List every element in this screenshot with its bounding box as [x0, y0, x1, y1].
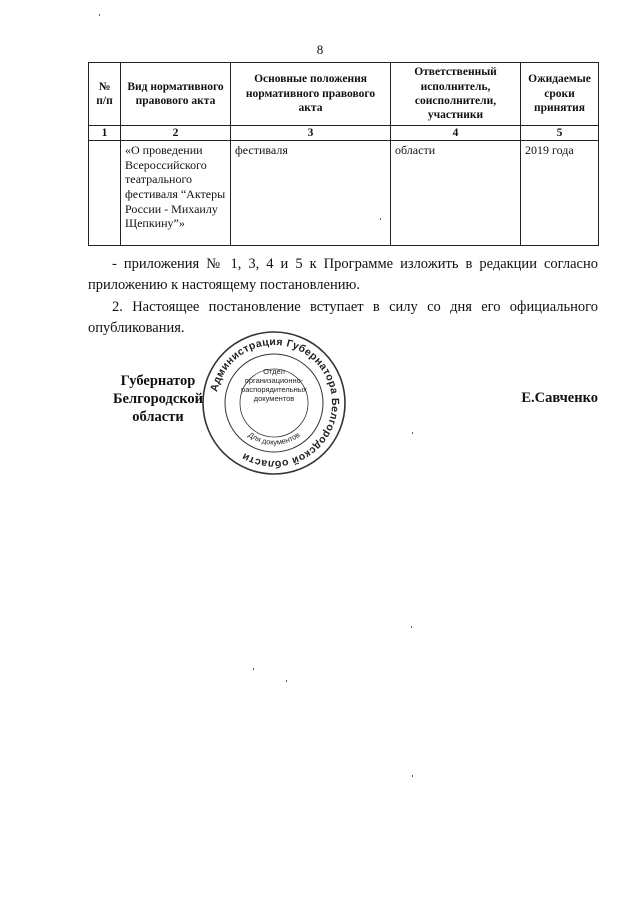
cell-responsible: области: [391, 141, 521, 246]
page-number: 8: [316, 42, 324, 57]
seal-center-line: распорядительных: [241, 385, 307, 394]
column-number-row: [89, 126, 599, 141]
column-number: 2: [121, 126, 231, 141]
header-main-provisions: Основные положения нормативного правового акта: [231, 63, 391, 126]
signatory-title-line2: Белгородской области: [112, 391, 204, 425]
svg-text:Для документов: [247, 430, 302, 447]
header-number: № п/п: [89, 63, 121, 126]
column-number: 4: [391, 126, 521, 141]
signatory-name: Е.Савченко: [521, 390, 598, 406]
scan-speck: [253, 668, 254, 670]
seal-rings: [201, 330, 347, 476]
cell-main-provisions: фестиваля: [231, 141, 391, 246]
signatory-title-line1: Губернатор: [120, 373, 196, 389]
header-responsible: Ответственный исполнитель, соисполнители, участники: [391, 63, 521, 126]
scan-speck: [286, 680, 287, 682]
column-number: 3: [231, 126, 391, 141]
column-number: 1: [89, 126, 121, 141]
cell-act-type: «О проведении Всероссийского театрального фестиваля “Актеры России - Михаилу Щепкину”»: [121, 141, 231, 246]
header-deadline: Ожидаемые сроки принятия: [521, 63, 599, 126]
seal-bottom-text: Для документов: [246, 430, 302, 447]
scan-speck: [412, 775, 413, 777]
cell-number: [89, 141, 121, 246]
seal-center-line: Отдел: [263, 367, 285, 376]
scan-speck: [380, 218, 381, 220]
acts-table: [88, 62, 599, 246]
seal-center-line: документов: [253, 394, 295, 403]
column-number: 5: [521, 126, 599, 141]
seal-ring-text: Администрация Губернатора Белгородской области: [208, 335, 342, 471]
paragraph-text: 2. Настоящее постановление вступает в силу со дня его официального опубликования.: [88, 299, 598, 336]
paragraph-text: - приложения № 1, 3, 4 и 5 к Программе изложить в редакции согласно приложению к настоящему постановлению.: [88, 256, 598, 293]
table-header-row: [89, 63, 599, 126]
scan-speck: [411, 626, 412, 628]
official-seal: [201, 330, 347, 476]
svg-text:Администрация Губернатора Белг: [208, 336, 341, 470]
scan-speck: [99, 14, 100, 16]
seal-center-line: организационно-: [244, 376, 304, 385]
paragraph-appendices: [88, 254, 598, 296]
header-act-type: Вид нормативного правового акта: [121, 63, 231, 126]
seal-center-text: [241, 367, 307, 403]
cell-deadline: 2019 года: [521, 141, 599, 246]
scan-speck: [412, 432, 413, 434]
table-row: [89, 141, 599, 246]
